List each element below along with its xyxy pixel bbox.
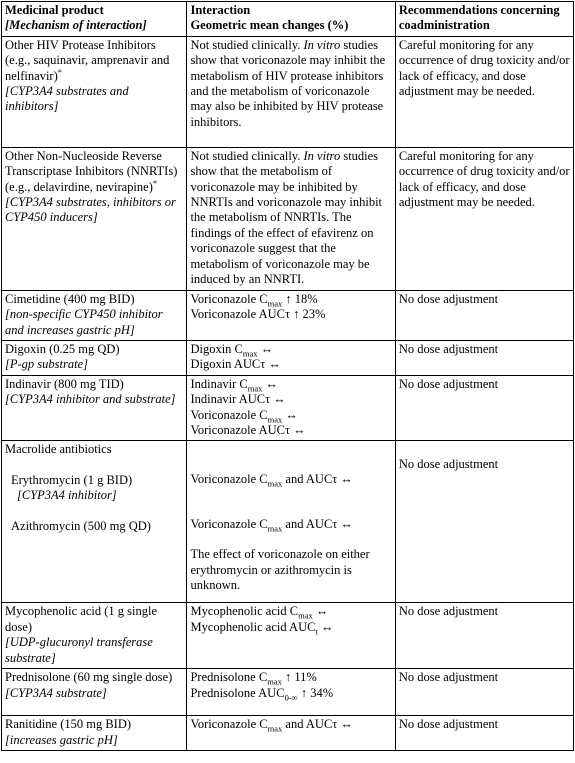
interaction-line: Digoxin AUCτ ↔: [190, 357, 281, 372]
recommendation-text: No dose adjustment: [398, 376, 499, 391]
interaction-cell: [187, 147, 395, 290]
header-recommendation-label: Recommendations concerning coadministration: [398, 3, 560, 33]
recommendation-cell: [395, 603, 573, 669]
recommendation-text: Careful monitoring for any occurrence of drug toxicity and/or lack of efficacy, and dose adjustment may be needed.: [398, 37, 570, 99]
mechanism-text: [P-gp substrate]: [5, 357, 88, 372]
recommendation-cell: [395, 36, 573, 147]
interaction-line: Mycophenolic acid $C_{max}$ ↔: [190, 604, 329, 621]
in-vitro-text: In vitro: [303, 148, 341, 163]
product-name: Other HIV Protease Inhibitors (e.g., saquinavir, amprenavir and nelfinavir): [5, 37, 170, 83]
header-interaction: [187, 2, 395, 37]
mechanism-text: [CYP3A4 substrates and inhibitors]: [5, 84, 129, 114]
header-recommendations: [395, 2, 573, 37]
mechanism-text: [non-specific CYP450 inhibitor and increases gastric pH]: [5, 307, 163, 337]
sub-product-azithromycin: Azithromycin (500 mg QD): [11, 518, 151, 533]
interaction-cell: [187, 290, 395, 340]
mechanism-text: [CYP3A4 substrate]: [5, 685, 107, 700]
product-cell: [2, 147, 187, 290]
recommendation-cell: [395, 290, 573, 340]
interaction-line: Voriconazole $C_{max}$ ↔: [190, 407, 298, 425]
interaction-line: Voriconazole $C_{max}$ and AUCτ ↔: [190, 472, 353, 489]
mechanism-text: [CYP3A4 inhibitor and substrate]: [5, 392, 176, 407]
table-row: [2, 147, 574, 290]
product-cell: [2, 341, 187, 376]
product-name: Ranitidine (150 mg BID): [5, 717, 132, 732]
interaction-table: [1, 1, 574, 751]
recommendation-cell: [395, 341, 573, 376]
mechanism-text: [increases gastric pH]: [5, 732, 118, 747]
sub-product-erythromycin: Erythromycin (1 g BID): [11, 472, 133, 487]
interaction-cell: [187, 603, 395, 669]
header-interaction-label: Interaction: [190, 3, 251, 17]
product-name: Indinavir (800 mg TID): [5, 376, 124, 391]
table-row: [2, 341, 574, 376]
interaction-text-cont: studies show that the metabolism of voriconazole may be inhibited by NNRTIs and voriconazole may inhibit the metabolism of NNRTIs. The findings of the effect of efavirenz on voriconazole suggest that the metabolism of voriconazole may be induced by an NNRTI.: [190, 148, 383, 287]
interaction-text-cont: studies show that voriconazole may inhibit the metabolism of HIV protease inhibitors and the metabolism of voriconazole may also be inhibited by HIV protease inhibitors.: [190, 37, 386, 129]
recommendation-cell: [395, 669, 573, 716]
product-name: Cimetidine (400 mg BID): [5, 291, 135, 306]
mechanism-text: [CYP3A4 substrates, inhibitors or CYP450 inducers]: [5, 195, 176, 225]
product-cell: [2, 669, 187, 716]
interaction-line: Indinavir $C_{max}$ ↔: [190, 376, 279, 394]
recommendation-cell: [395, 375, 573, 441]
interaction-note: The effect of voriconazole on either erythromycin or azithromycin is unknown.: [190, 547, 370, 593]
interaction-cell: [187, 716, 395, 751]
interaction-line: Prednisolone $AUC_{0-\infty}$ ↑ 34%: [190, 685, 334, 702]
recommendation-text: No dose adjustment: [398, 342, 499, 357]
interaction-cell: [187, 441, 395, 603]
interaction-cell: [187, 669, 395, 716]
interaction-line: Voriconazole $C_{max}$ ↑ 18%: [190, 291, 318, 309]
product-name: Macrolide antibiotics: [5, 442, 112, 457]
header-product-label: Medicinal product: [5, 3, 104, 17]
product-cell: [2, 375, 187, 441]
interaction-line: Voriconazole AUCτ ↔: [190, 423, 306, 438]
table-row: [2, 669, 574, 716]
footnote-marker: *: [152, 177, 158, 188]
interaction-cell: [187, 36, 395, 147]
interaction-line: Digoxin $C_{max}$ ↔: [190, 342, 274, 359]
table-row: [2, 36, 574, 147]
recommendation-text: No dose adjustment: [398, 717, 499, 732]
table-row: [2, 290, 574, 340]
interaction-line: Prednisolone $C_{max}$ ↑ 11%: [190, 670, 317, 687]
recommendation-text: No dose adjustment: [398, 457, 499, 472]
product-cell: [2, 290, 187, 340]
interaction-text: Not studied clinically.: [190, 148, 304, 163]
table-row: [2, 603, 574, 669]
mechanism-text: [UDP-glucuronyl transferase substrate]: [5, 635, 153, 665]
product-name: Prednisolone (60 mg single dose): [5, 670, 173, 685]
product-cell: [2, 36, 187, 147]
interaction-line: Indinavir AUCτ ↔: [190, 392, 286, 407]
product-cell: [2, 603, 187, 669]
table-row: [2, 716, 574, 751]
recommendation-cell: [395, 716, 573, 751]
recommendation-text: No dose adjustment: [398, 291, 499, 306]
product-cell: [2, 716, 187, 751]
recommendation-cell: [395, 147, 573, 290]
recommendation-text: No dose adjustment: [398, 670, 499, 685]
interaction-text: Not studied clinically.: [190, 37, 304, 52]
footnote-marker: *: [57, 66, 63, 77]
header-mechanism-label: [Mechanism of interaction]: [5, 18, 147, 33]
recommendation-text: No dose adjustment: [398, 604, 499, 619]
header-geomean-label: Geometric mean changes (%): [190, 18, 349, 33]
product-name: Digoxin (0.25 mg QD): [5, 342, 120, 357]
mechanism-text: [CYP3A4 inhibitor]: [17, 488, 117, 503]
product-name: Other Non-Nucleoside Reverse Transcriptase Inhibitors (NNRTIs) (e.g., delavirdine, nevirapine): [5, 148, 178, 194]
recommendation-text: Careful monitoring for any occurrence of drug toxicity and/or lack of efficacy, and dose adjustment may be needed.: [398, 148, 570, 210]
interaction-line: Voriconazole AUCτ ↑ 23%: [190, 307, 326, 322]
interaction-line: Voriconazole $C_{max}$ and AUCτ ↔: [190, 717, 353, 734]
header-medicinal-product: [2, 2, 187, 37]
interaction-cell: [187, 375, 395, 441]
product-name: Mycophenolic acid (1 g single dose): [5, 604, 158, 634]
header-row: [2, 2, 574, 37]
product-cell: [2, 441, 187, 603]
interaction-line: Voriconazole $C_{max}$ and AUCτ ↔: [190, 516, 353, 534]
recommendation-cell: [395, 441, 573, 603]
interaction-line: Mycophenolic acid $AUC_t$ ↔: [190, 619, 334, 637]
table-row: [2, 441, 574, 603]
in-vitro-text: In vitro: [303, 37, 341, 52]
interaction-cell: [187, 341, 395, 376]
table-row: [2, 375, 574, 441]
